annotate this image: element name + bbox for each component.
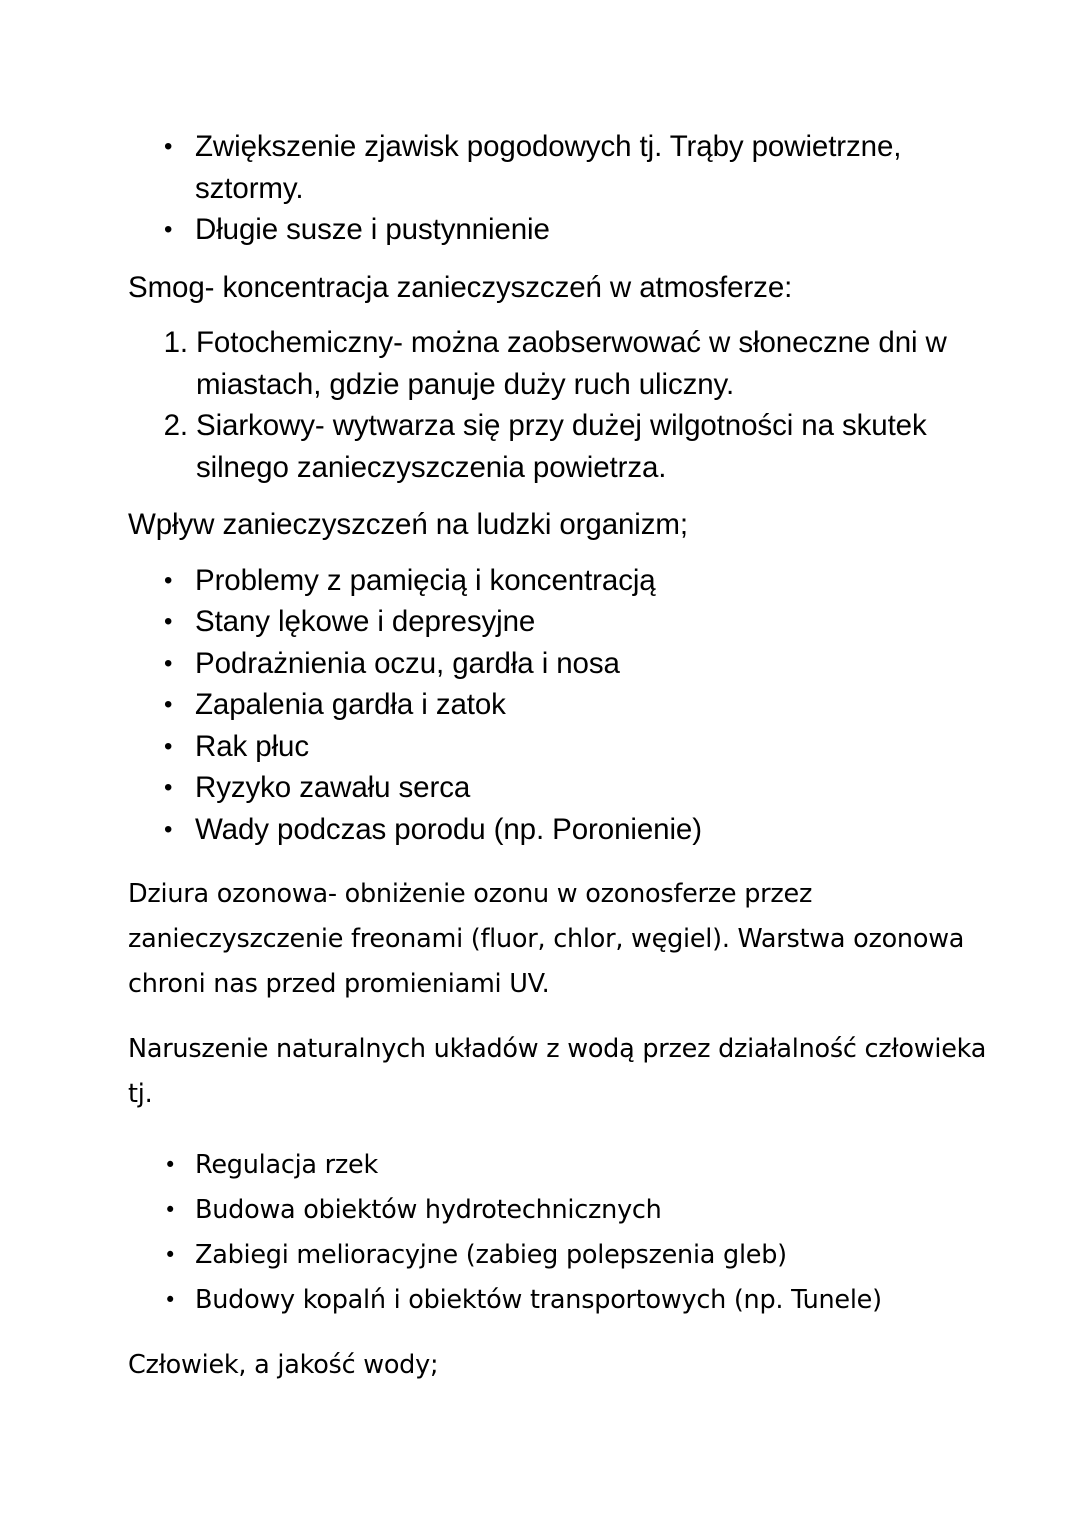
list-item bbox=[128, 1188, 988, 1233]
list-item bbox=[128, 726, 988, 768]
bullet-icon: • bbox=[164, 774, 173, 801]
smog-heading: Smog- koncentracja zanieczyszczeń w atmosferze: bbox=[128, 270, 793, 304]
bullet-icon: • bbox=[164, 216, 173, 243]
water-paragraph: Naruszenie naturalnych układów z wodą przez działalność człowieka tj. bbox=[128, 1034, 987, 1109]
list-item-text: Długie susze i pustynnienie bbox=[195, 213, 550, 246]
list-item bbox=[128, 601, 988, 643]
list-item-text: Zapalenia gardła i zatok bbox=[195, 688, 506, 721]
list-item bbox=[128, 126, 988, 209]
list-item bbox=[128, 809, 988, 851]
list-item-text: Problemy z pamięcią i koncentracją bbox=[195, 563, 656, 597]
water-bullet-list bbox=[128, 1143, 988, 1323]
bullet-icon: • bbox=[164, 649, 173, 677]
smog-numbered-list bbox=[128, 322, 988, 488]
bullet-icon: • bbox=[164, 1243, 177, 1267]
closing-heading: Człowiek, a jakość wody; bbox=[128, 1350, 439, 1380]
section-ozone-water bbox=[128, 872, 988, 1388]
bullet-icon: • bbox=[164, 566, 173, 594]
list-item bbox=[128, 405, 988, 488]
document-body bbox=[128, 126, 988, 1388]
list-item-text: Siarkowy- wytwarza się przy dużej wilgotności na skutek silnego zanieczyszczenia powietrza. bbox=[196, 409, 927, 484]
bullet-icon: • bbox=[164, 1153, 177, 1177]
bullet-icon: • bbox=[164, 815, 173, 843]
intro-bullet-list bbox=[128, 126, 988, 251]
list-item-text: Ryzyko zawału serca bbox=[195, 771, 471, 804]
list-item-text: Budowy kopalń i obiektów transportowych (np. Tunele) bbox=[195, 1285, 882, 1315]
list-marker-number: 2. bbox=[163, 409, 188, 442]
closing-leading-space bbox=[128, 1323, 988, 1343]
bullet-icon: • bbox=[164, 608, 173, 635]
list-item-text: Rak płuc bbox=[195, 729, 309, 763]
list-item-text: Zabiegi melioracyjne (zabieg polepszenia gleb) bbox=[195, 1240, 787, 1270]
list-item-text: Podrażnienia oczu, gardła i nosa bbox=[195, 646, 620, 680]
list-item bbox=[128, 1278, 988, 1323]
list-item-text: Zwiększenie zjawisk pogodowych tj. Trąby powietrzne, sztormy. bbox=[195, 130, 902, 205]
list-item-text: Fotochemiczny- można zaobserwować w słoneczne dni w miastach, gdzie panuje duży ruch uliczny. bbox=[196, 326, 947, 401]
list-item bbox=[128, 643, 988, 685]
bullet-icon: • bbox=[164, 732, 173, 760]
health-bullet-list bbox=[128, 560, 988, 851]
list-item bbox=[128, 560, 988, 602]
list-item bbox=[128, 322, 988, 405]
bullet-icon: • bbox=[164, 691, 173, 718]
section-weather-smog-health bbox=[128, 126, 988, 850]
list-item-text: Budowa obiektów hydrotechnicznych bbox=[195, 1195, 662, 1225]
list-item bbox=[128, 1233, 988, 1278]
list-item-text: Regulacja rzek bbox=[195, 1150, 378, 1180]
list-item bbox=[128, 209, 988, 251]
section-divider-space bbox=[128, 850, 988, 872]
list-item bbox=[128, 1143, 988, 1188]
list-item-text: Wady podczas porodu (np. Poronienie) bbox=[195, 812, 702, 846]
bullet-icon: • bbox=[164, 1198, 177, 1222]
bullet-icon: • bbox=[164, 1288, 177, 1312]
health-heading: Wpływ zanieczyszczeń na ludzki organizm; bbox=[128, 508, 688, 541]
list-item bbox=[128, 684, 988, 726]
list-marker-number: 1. bbox=[163, 326, 188, 359]
list-item bbox=[128, 767, 988, 809]
ozone-paragraph: Dziura ozonowa- obniżenie ozonu w ozonosferze przez zanieczyszczenie freonami (fluor, chlor, węgiel). Warstwa ozonowa chroni nas przed promieniami UV. bbox=[128, 879, 965, 999]
list-leading-space bbox=[128, 1117, 988, 1143]
bullet-icon: • bbox=[164, 133, 173, 160]
list-item-text: Stany lękowe i depresyjne bbox=[195, 605, 536, 638]
